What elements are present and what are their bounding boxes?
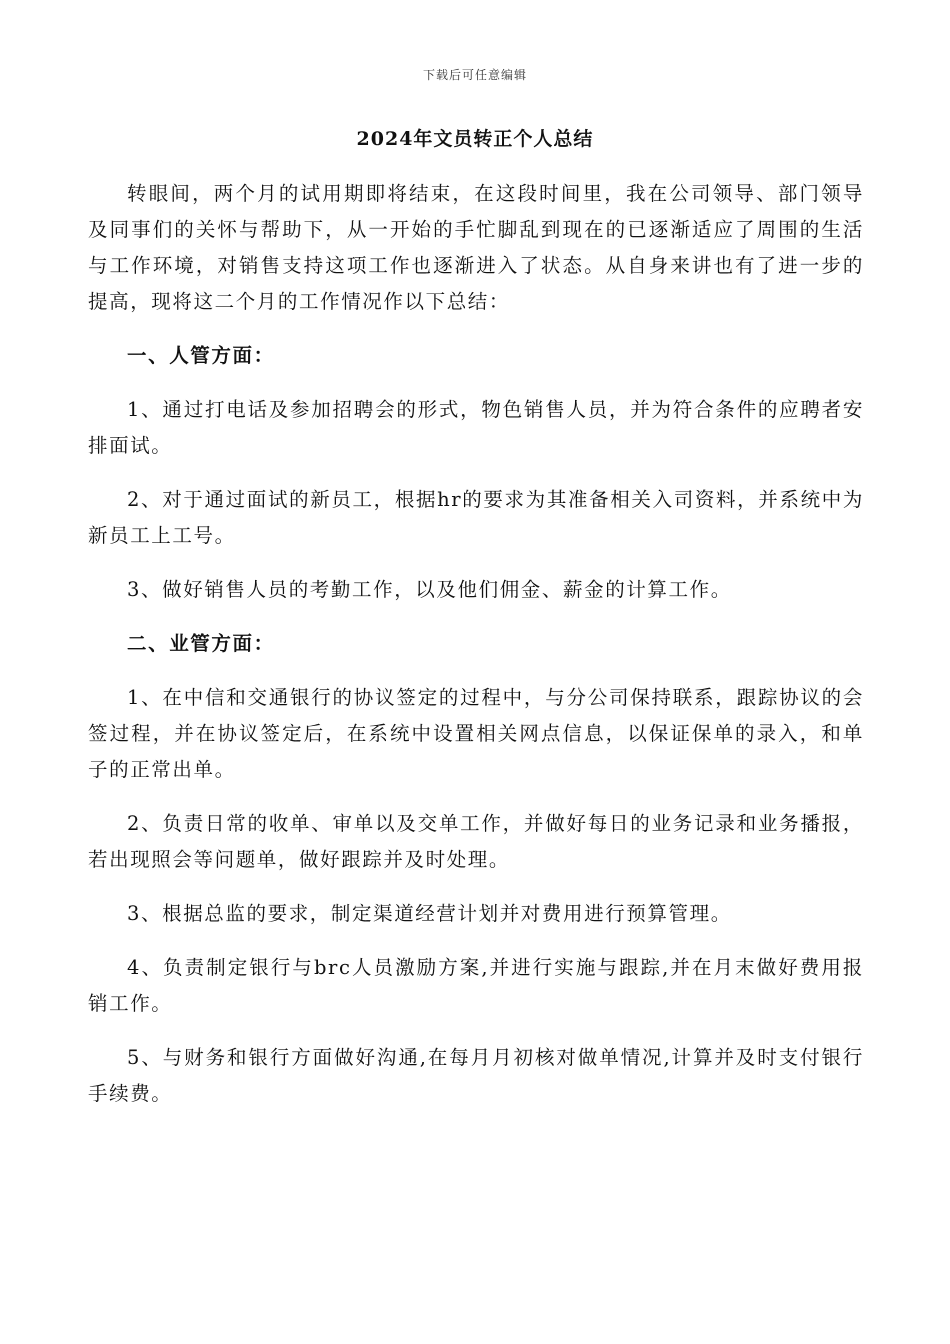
intro-paragraph: 转眼间，两个月的试用期即将结束，在这段时间里，我在公司领导、部门领导及同事们的关怀与帮助下，从一开始的手忙脚乱到现在的已逐渐适应了周围的生活与工作环境，对销售支持这项工作也逐渐进入了状态。从自身来讲也有了进一步的提高，现将这二个月的工作情况作以下总结： xyxy=(88,182,864,313)
section-heading-business: 二、业管方面： xyxy=(127,632,275,655)
business-item-4: 4、负责制定银行与brc人员激励方案,并进行实施与跟踪,并在月末做好费用报销工作。 xyxy=(88,956,864,1015)
personnel-item-3: 3、做好销售人员的考勤工作，以及他们佣金、薪金的计算工作。 xyxy=(127,578,732,601)
document-body xyxy=(88,176,864,1130)
business-item-2: 2、负责日常的收单、审单以及交单工作，并做好每日的业务记录和业务播报，若出现照会等问题单，做好跟踪并及时处理。 xyxy=(88,812,864,871)
personnel-item-2: 2、对于通过面试的新员工，根据hr的要求为其准备相关入司资料，并系统中为新员工上工号。 xyxy=(88,488,864,547)
section-heading-personnel: 一、人管方面： xyxy=(127,344,275,367)
business-item-5: 5、与财务和银行方面做好沟通,在每月月初核对做单情况,计算并及时支付银行手续费。 xyxy=(88,1046,864,1105)
business-item-3: 3、根据总监的要求，制定渠道经营计划并对费用进行预算管理。 xyxy=(127,902,732,925)
header-note: 下载后可任意编辑 xyxy=(422,68,527,82)
document-title: 2024年文员转正个人总结 xyxy=(356,128,594,150)
business-item-1: 1、在中信和交通银行的协议签定的过程中，与分公司保持联系，跟踪协议的会签过程，并在协议签定后，在系统中设置相关网点信息，以保证保单的录入，和单子的正常出单。 xyxy=(88,686,864,781)
personnel-item-1: 1、通过打电话及参加招聘会的形式，物色销售人员，并为符合条件的应聘者安排面试。 xyxy=(88,398,864,457)
